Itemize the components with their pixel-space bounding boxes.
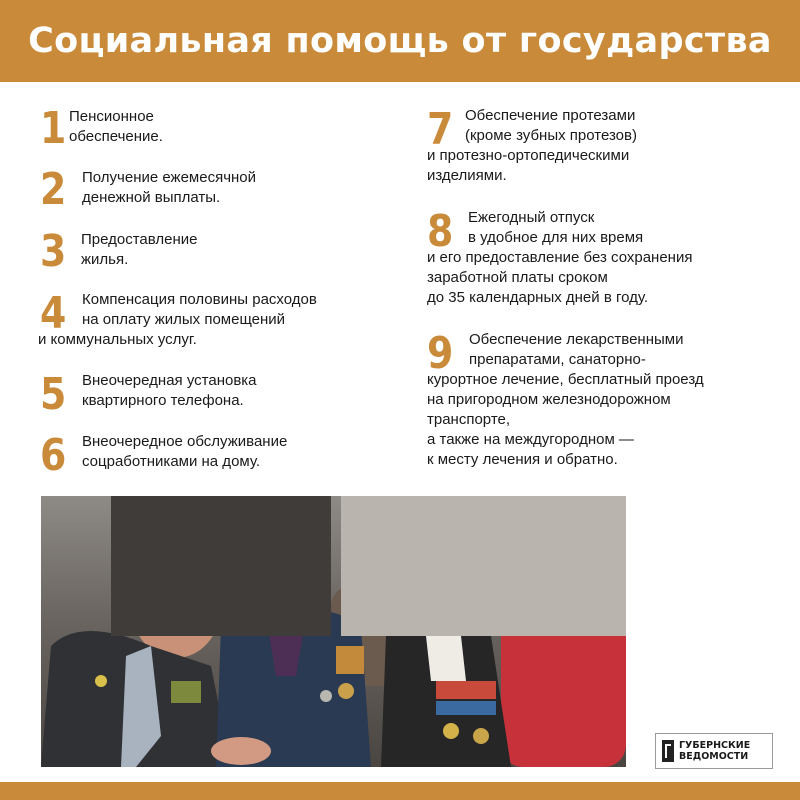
item-text-line: Получение ежемесячной <box>82 169 257 186</box>
item-text-line: в удобное для них время <box>468 229 644 246</box>
item-text-line: и коммунальных услуг. <box>38 331 197 348</box>
item-text-line: а также на междугородном — <box>427 431 634 448</box>
item-number: 6 <box>40 430 67 481</box>
item-text-line: и протезно-ортопедическими <box>427 147 630 164</box>
item-text-line: Обеспечение лекарственными <box>469 331 684 348</box>
item-text-line: Компенсация половины расходов <box>82 291 317 308</box>
list-item <box>427 208 767 312</box>
newspaper-logo <box>655 733 773 769</box>
list-item <box>40 290 370 354</box>
logo-text <box>679 740 750 762</box>
item-text-line: до 35 календарных дней в году. <box>427 289 649 306</box>
item-text-line: Внеочередная установка <box>82 372 257 389</box>
logo-line-2: ВЕДОМОСТИ <box>679 751 749 762</box>
item-text-line: и его предоставление без сохранения <box>427 249 693 266</box>
header-banner <box>0 0 800 82</box>
item-text-line: денежной выплаты. <box>82 189 221 206</box>
list-item <box>427 330 767 474</box>
item-text-line: жилья. <box>81 251 129 268</box>
list-item <box>40 105 370 153</box>
item-text-line: транспорте, <box>427 411 511 428</box>
item-text-line: на оплату жилых помещений <box>82 311 286 328</box>
item-number: 9 <box>427 328 454 379</box>
logo-line-1: ГУБЕРНСКИЕ <box>679 740 751 751</box>
veterans-photo <box>41 496 626 767</box>
item-text-line: соцработниками на дому. <box>82 453 261 470</box>
list-item <box>40 166 370 214</box>
list-item <box>427 106 767 190</box>
item-text-line: заработной платы сроком <box>427 269 608 286</box>
item-text-line: изделиями. <box>427 167 507 184</box>
item-text-line: Предоставление <box>81 231 198 248</box>
item-text-line: препаратами, санаторно- <box>469 351 646 368</box>
item-number: 7 <box>427 104 454 155</box>
item-number: 4 <box>40 288 67 339</box>
logo-mark-icon <box>662 740 674 762</box>
page-title: Социальная помощь от государства <box>28 21 772 61</box>
list-item <box>40 228 370 276</box>
item-number: 8 <box>427 206 454 257</box>
item-number: 5 <box>40 369 67 420</box>
item-text-line: Пенсионное <box>69 108 154 125</box>
item-text-line: Обеспечение протезами <box>465 107 636 124</box>
item-number: 2 <box>40 164 67 215</box>
item-text-line: на пригородном железнодорожном <box>427 391 671 408</box>
item-text-line: (кроме зубных протезов) <box>465 127 637 144</box>
item-number: 3 <box>40 226 67 277</box>
item-text-line: Внеочередное обслуживание <box>82 433 288 450</box>
item-text-line: обеспечение. <box>69 128 163 145</box>
footer-bar <box>0 782 800 800</box>
item-text-line: квартирного телефона. <box>82 392 244 409</box>
item-text-line: Ежегодный отпуск <box>468 209 595 226</box>
item-text-line: курортное лечение, бесплатный проезд <box>427 371 704 388</box>
list-item <box>40 432 370 480</box>
item-number: 1 <box>40 103 67 154</box>
item-text-line: к месту лечения и обратно. <box>427 451 618 468</box>
list-item <box>40 371 370 419</box>
